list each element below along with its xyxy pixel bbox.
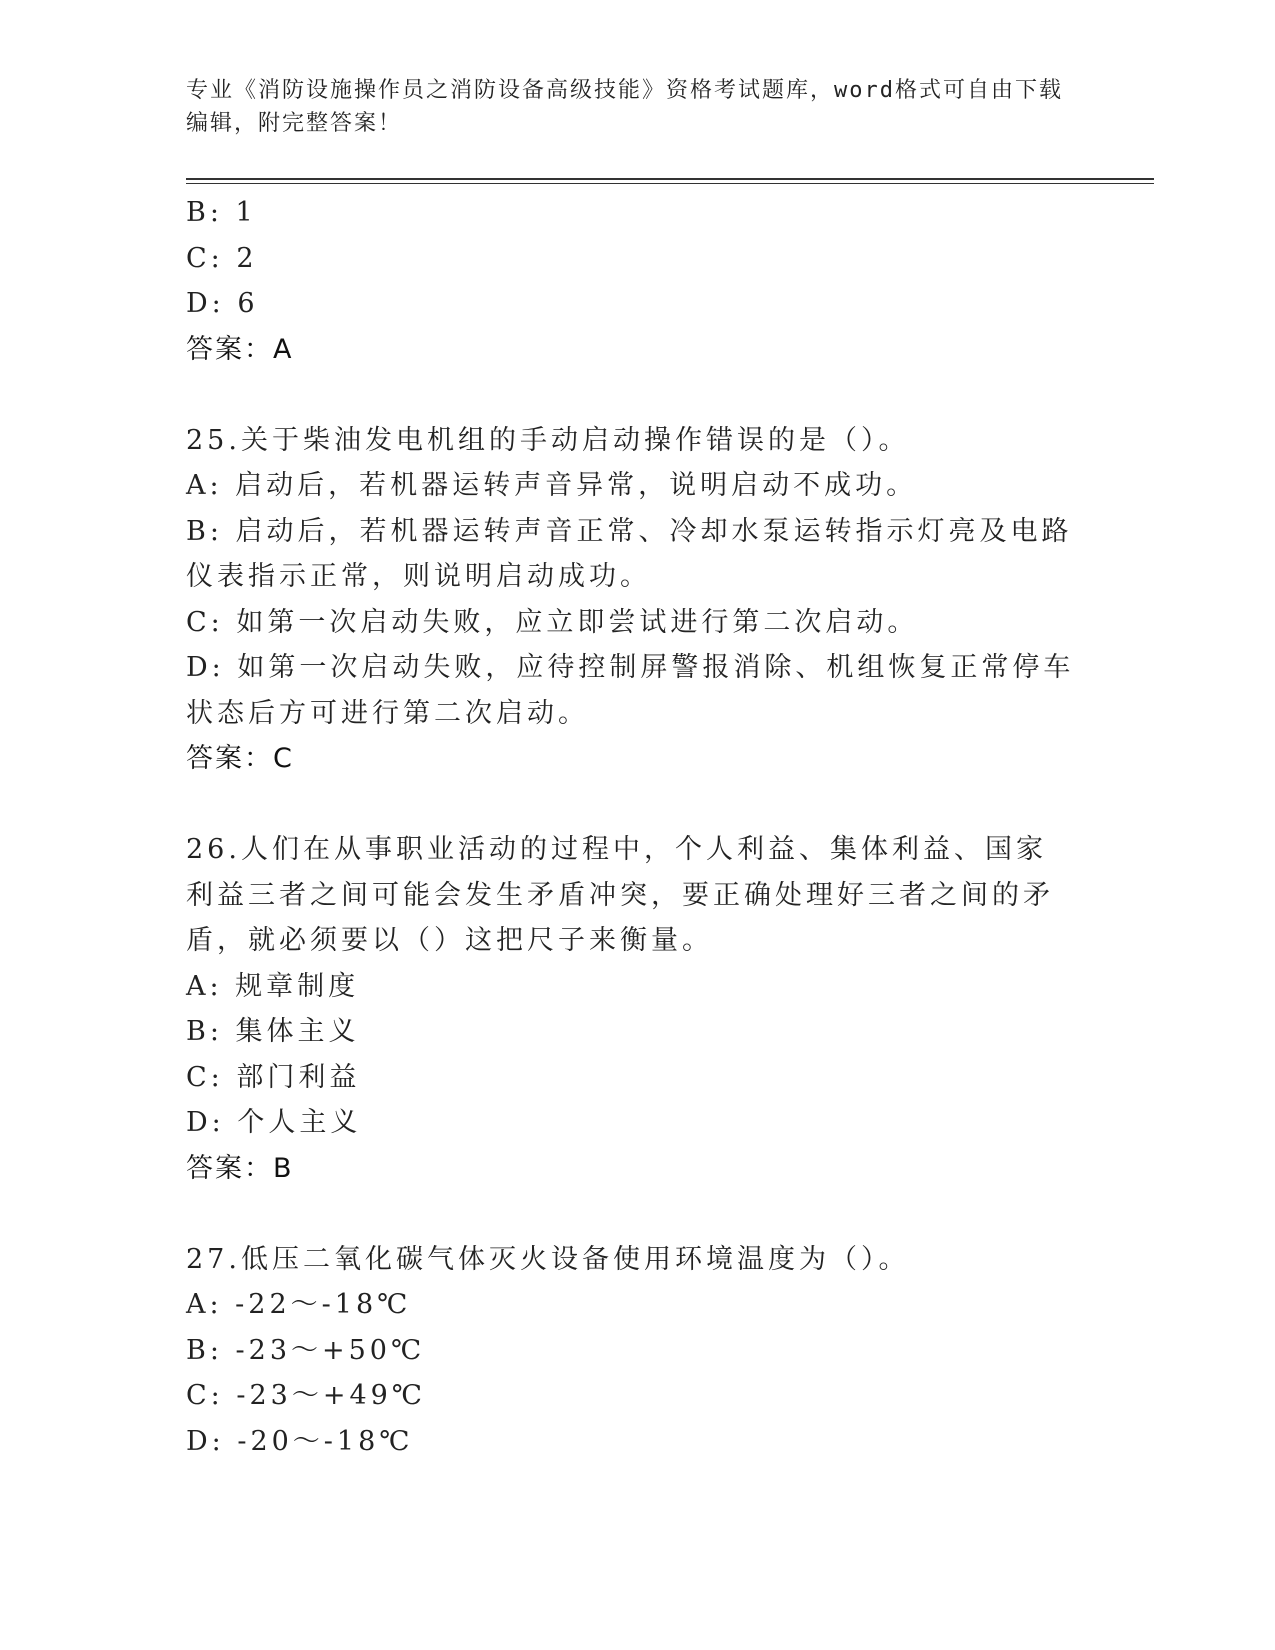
- option-a: A: 启动后，若机器运转声音异常，说明启动不成功。: [186, 470, 918, 501]
- option-b: B: 1: [186, 197, 257, 228]
- answer-line: 答案：C: [186, 743, 294, 774]
- option-d: D: -20～-18℃: [186, 1425, 414, 1457]
- spacer: [186, 1191, 1076, 1237]
- option-a: A: 规章制度: [186, 970, 360, 1002]
- spacer: [186, 372, 1076, 418]
- option-d: D: 如第一次启动失败，应待控制屏警报消除、机组恢复正常停车状态后方可进行第二次启动。: [186, 652, 1075, 729]
- option-d: D: 个人主义: [186, 1107, 362, 1138]
- option-c: C: 如第一次启动失败，应立即尝试进行第二次启动。: [186, 606, 919, 638]
- question-stem: 26.人们在从事职业活动的过程中，个人利益、集体利益、国家利益三者之间可能会发生矛盾冲突，要正确处理好三者之间的矛盾，就必须要以（）这把尺子来衡量。: [186, 834, 1054, 956]
- question-27: [186, 1237, 1076, 1465]
- option-c: C: 部门利益: [186, 1061, 361, 1093]
- option-b: B: -23～+50℃: [186, 1334, 426, 1366]
- document-header: 专业《消防设施操作员之消防设备高级技能》资格考试题库，word格式可自由下载编辑，附完整答案！: [186, 78, 1063, 136]
- header-rule-thin: [186, 183, 1154, 184]
- option-d: D: 6: [186, 288, 259, 319]
- option-c: C: -23～+49℃: [186, 1380, 427, 1411]
- question-26: [186, 827, 1076, 1191]
- spacer: [186, 782, 1076, 828]
- question-list: [186, 190, 1076, 1464]
- question-prev: [186, 190, 1076, 372]
- question-25: [186, 418, 1076, 782]
- option-a: A: -22～-18℃: [186, 1289, 412, 1320]
- answer-line: 答案：A: [186, 333, 294, 365]
- question-stem: 25.关于柴油发电机组的手动启动操作错误的是（）。: [186, 424, 910, 456]
- answer-line: 答案：B: [186, 1152, 294, 1184]
- header-rule-thick: [186, 178, 1154, 180]
- question-stem: 27.低压二氧化碳气体灭火设备使用环境温度为（）。: [186, 1243, 910, 1275]
- option-c: C: 2: [186, 242, 258, 274]
- option-b: B: 集体主义: [186, 1016, 360, 1047]
- option-b: B: 启动后，若机器运转声音正常、冷却水泵运转指示灯亮及电路仪表指示正常，则说明启动成功。: [186, 515, 1073, 592]
